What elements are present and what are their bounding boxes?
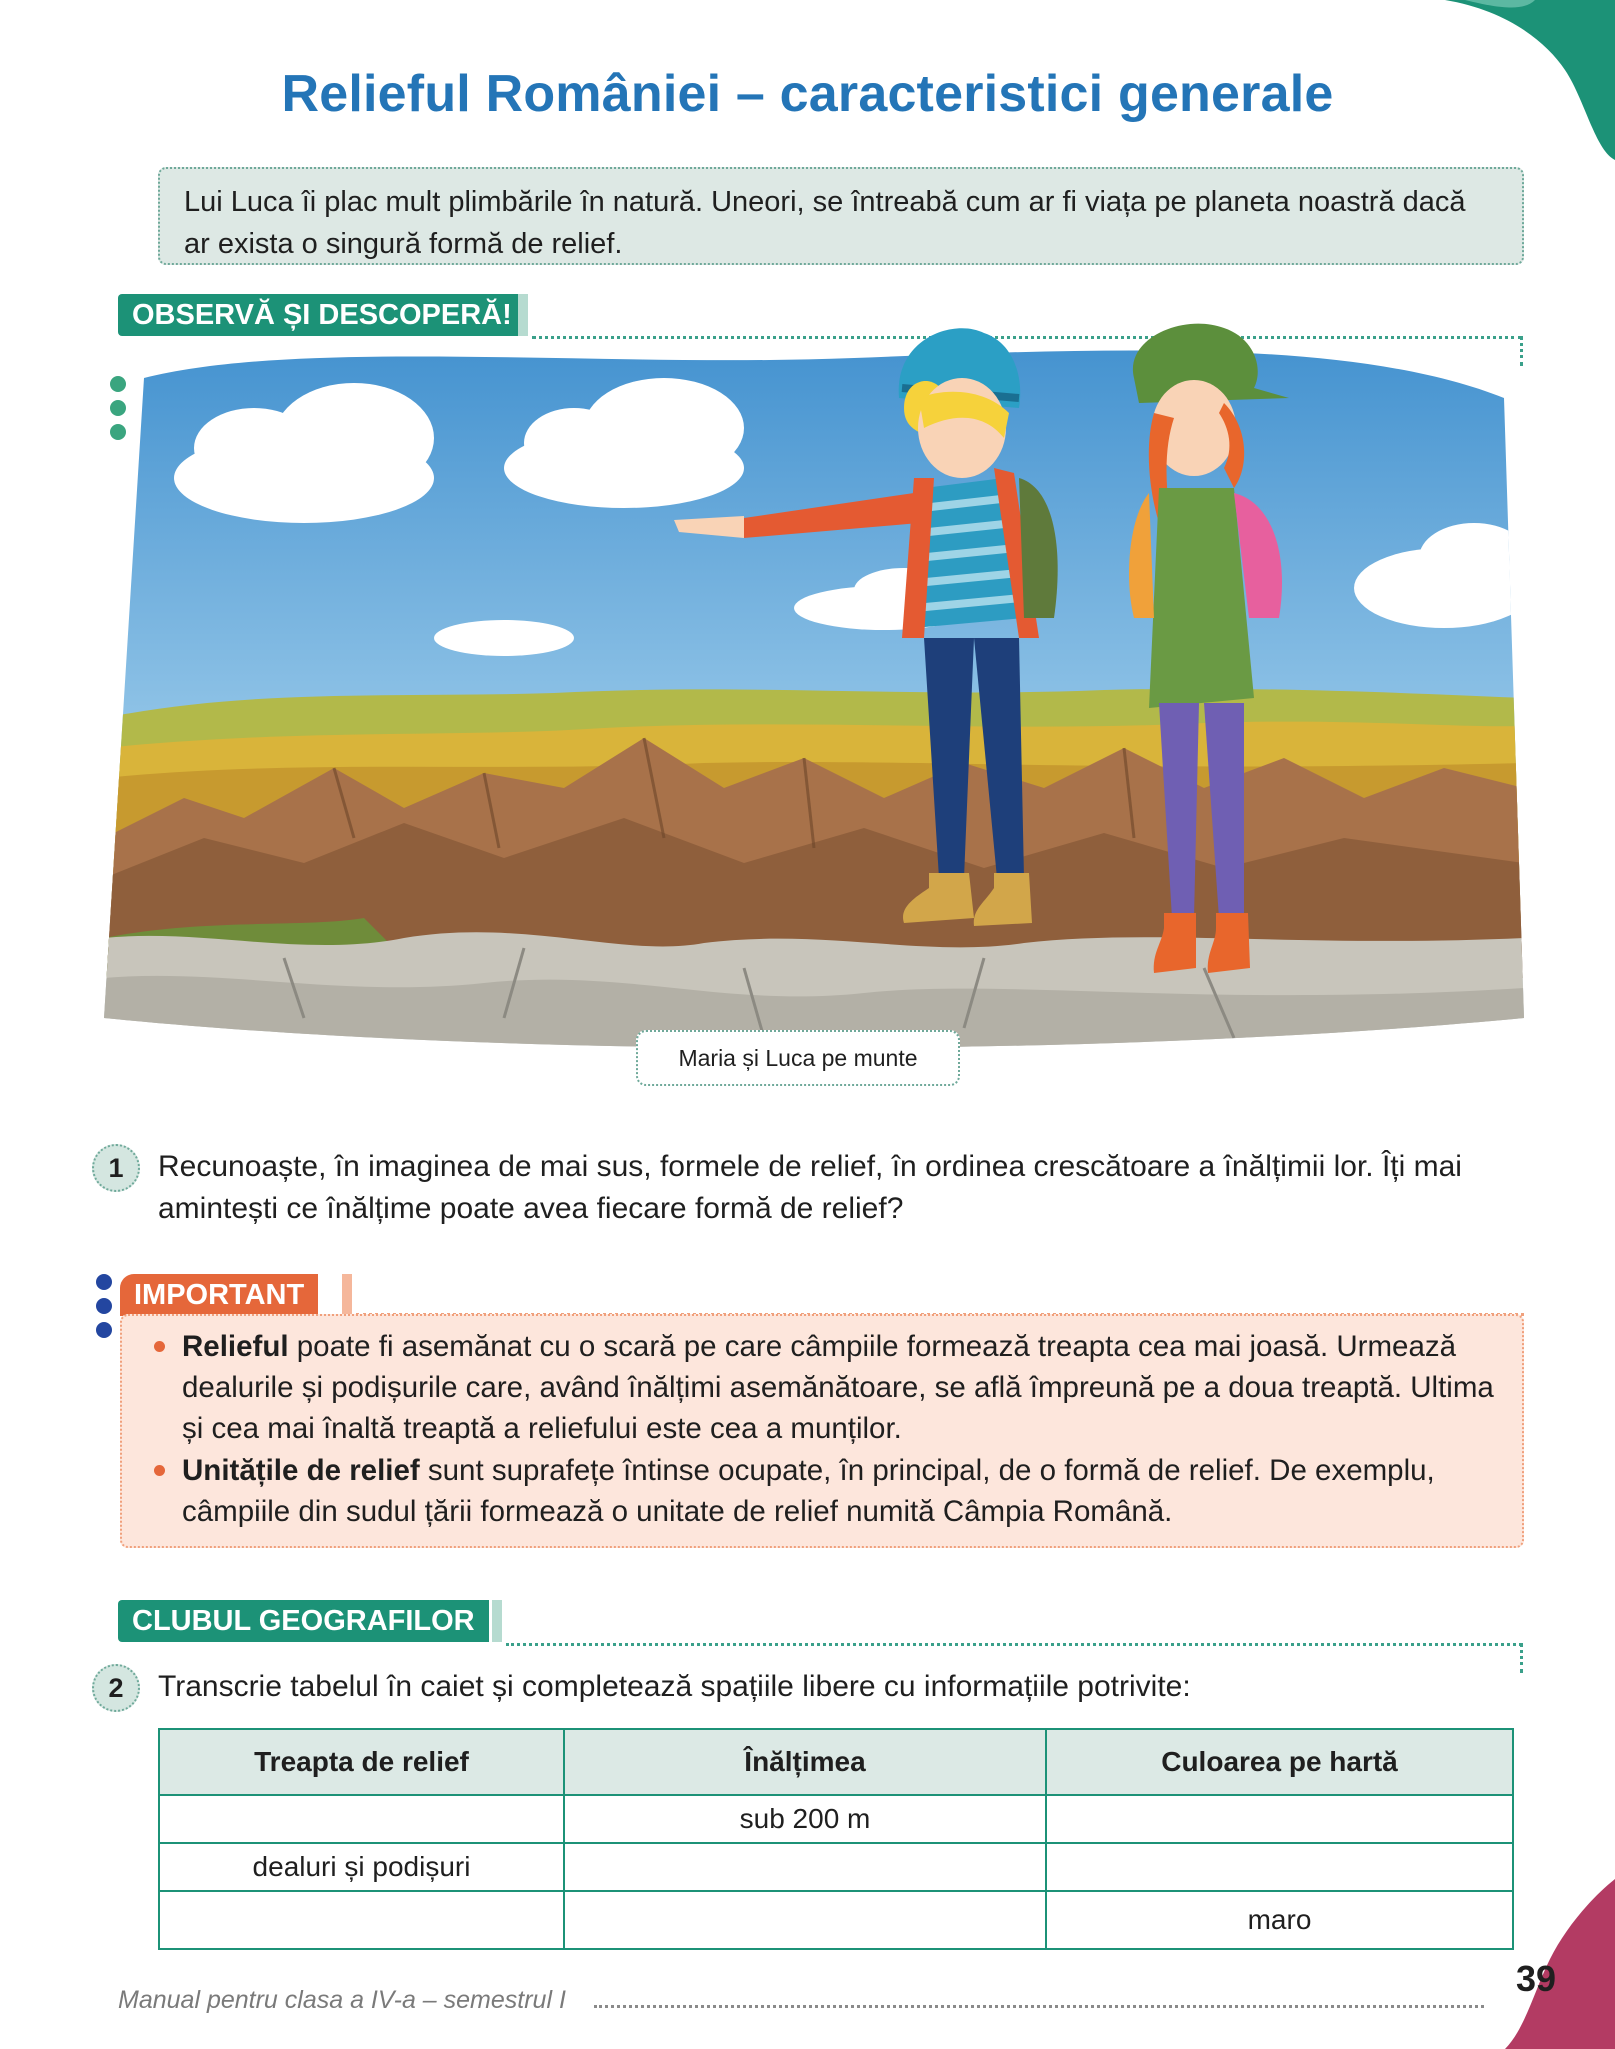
table-cell [564, 1843, 1046, 1891]
important-term: Unitățile de relief [182, 1454, 420, 1487]
table-cell [159, 1795, 564, 1843]
table-cell [564, 1891, 1046, 1949]
table-header-cell: Treapta de relief [159, 1729, 564, 1795]
table-cell: sub 200 m [564, 1795, 1046, 1843]
club-dotted-line [506, 1643, 1522, 1646]
important-item [182, 1450, 1498, 1532]
decor-dot [96, 1322, 112, 1338]
relief-table [158, 1728, 1514, 1950]
table-cell: dealuri și podișuri [159, 1843, 564, 1891]
question-1-number: 1 [92, 1144, 140, 1192]
important-tab-end [342, 1274, 352, 1316]
footer-dotted-line [594, 2005, 1484, 2008]
table-cell: maro [1046, 1891, 1513, 1949]
important-item [182, 1326, 1498, 1449]
important-label: IMPORTANT [120, 1274, 318, 1316]
important-box [120, 1314, 1524, 1548]
observe-section-label: OBSERVĂ ȘI DESCOPERĂ! [118, 294, 526, 336]
question-1-text: Recunoaște, în imaginea de mai sus, formele de relief, în ordinea crescătoare a înălțimii lor. Îți mai amintești ce înălțime poate avea fiecare formă de relief? [158, 1150, 1462, 1225]
important-term: Relieful [182, 1330, 289, 1363]
footer-text: Manual pentru clasa a IV-a – semestrul I [118, 1986, 566, 2014]
club-section-label: CLUBUL GEOGRAFILOR [118, 1600, 489, 1642]
table-header-cell: Culoarea pe hartă [1046, 1729, 1513, 1795]
important-text: poate fi asemănat cu o scară pe care câmpiile formează treapta cea mai joasă. Urmează dealurile și podișurile care, având înălțimi asemănătoare, se află împreună pe a doua treaptă. Ultima și cea mai înaltă treaptă a reliefului este cea a munților. [182, 1330, 1494, 1445]
page-title: Relieful României – caracteristici generale [281, 65, 1334, 123]
mountain-scene-illustration [104, 318, 1524, 1078]
page-number: 39 [1516, 1958, 1557, 1999]
table-header-row [159, 1729, 1513, 1795]
decor-dot [96, 1274, 112, 1290]
club-tab-end [492, 1600, 502, 1642]
table-row [159, 1843, 1513, 1891]
intro-box: Lui Luca îi plac mult plimbările în natură. Uneori, se întreabă cum ar fi viața pe planeta noastră dacă ar exista o singură formă de relief. [158, 167, 1524, 265]
question-2-number: 2 [92, 1664, 140, 1712]
table-cell [1046, 1843, 1513, 1891]
table-header-cell: Înălțimea [564, 1729, 1046, 1795]
question-2-text: Transcrie tabelul în caiet și completează spațiile libere cu informațiile potrivite: [158, 1670, 1191, 1703]
table-row [159, 1795, 1513, 1843]
table-cell [159, 1891, 564, 1949]
table-cell [1046, 1795, 1513, 1843]
important-text: sunt suprafețe întinse ocupate, în principal, de o formă de relief. De exemplu, câmpiile din sudul țării formează o unitate de relief numită Câmpia Română. [182, 1454, 1435, 1528]
illustration-caption: Maria și Luca pe munte [636, 1030, 960, 1086]
table-row [159, 1891, 1513, 1949]
decor-dot [96, 1298, 112, 1314]
